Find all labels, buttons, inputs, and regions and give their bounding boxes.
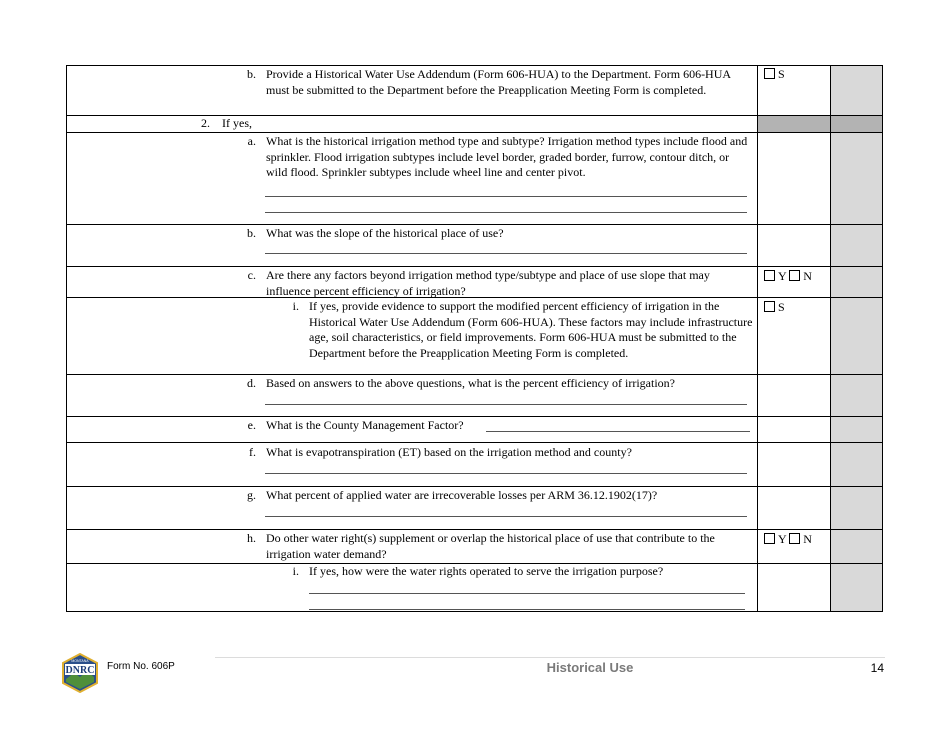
item-text: What is the historical irrigation method type and subtype? Irrigation method types include flood and sprinkler. Flood irrigation subtypes include level border, graded border, furrow, contour ditch, or wild flood. Sprinkler subtypes include wheel line and center pivot. bbox=[266, 134, 748, 179]
answer-line[interactable] bbox=[486, 431, 750, 432]
submitted-checkbox[interactable]: S bbox=[764, 67, 785, 82]
item-text: Based on answers to the above questions, what is the percent efficiency of irrigation? bbox=[266, 376, 675, 390]
answer-line[interactable] bbox=[265, 516, 747, 517]
submitted-checkbox[interactable]: S bbox=[764, 300, 785, 315]
answer-line[interactable] bbox=[265, 253, 747, 254]
answer-line[interactable] bbox=[265, 404, 747, 405]
page-number: 14 bbox=[870, 661, 884, 675]
item-label: g. bbox=[247, 488, 256, 502]
item-text: If yes, bbox=[222, 116, 252, 130]
answer-line[interactable] bbox=[309, 609, 745, 610]
svg-text:DNRC: DNRC bbox=[65, 665, 95, 676]
checkbox-icon[interactable] bbox=[764, 301, 775, 312]
item-label: a. bbox=[247, 134, 256, 148]
checkbox-icon[interactable] bbox=[789, 270, 800, 281]
footer-divider bbox=[215, 657, 885, 658]
svg-text:MONTANA: MONTANA bbox=[71, 659, 89, 663]
item-label: 2. bbox=[201, 116, 210, 130]
checkbox-icon[interactable] bbox=[789, 533, 800, 544]
checkbox-icon[interactable] bbox=[764, 68, 775, 79]
item-text: Do other water right(s) supplement or overlap the historical place of use that contribute to the irrigation water demand? bbox=[266, 531, 715, 561]
item-label: b. bbox=[247, 226, 256, 240]
answer-line[interactable] bbox=[309, 593, 745, 594]
yes-no-checkbox[interactable]: Y N bbox=[764, 532, 812, 547]
checkbox-icon[interactable] bbox=[764, 533, 775, 544]
item-text: Are there any factors beyond irrigation method type/subtype and place of use slope that may influence percent efficiency of irrigation? bbox=[266, 268, 710, 298]
item-label: i. bbox=[292, 299, 299, 313]
answer-line[interactable] bbox=[265, 196, 747, 197]
yes-no-checkbox[interactable]: Y N bbox=[764, 269, 812, 284]
answer-line[interactable] bbox=[265, 473, 747, 474]
dnrc-logo-icon bbox=[60, 653, 100, 693]
item-label: e. bbox=[247, 418, 256, 432]
item-label: h. bbox=[247, 531, 256, 545]
answer-line[interactable] bbox=[265, 212, 747, 213]
item-text: What is evapotranspiration (ET) based on the irrigation method and county? bbox=[266, 445, 632, 459]
item-label: f. bbox=[249, 445, 256, 459]
item-text: What was the slope of the historical place of use? bbox=[266, 226, 504, 240]
item-label: d. bbox=[247, 376, 256, 390]
form-number: Form No. 606P bbox=[107, 661, 175, 672]
item-text: What percent of applied water are irrecoverable losses per ARM 36.12.1902(17)? bbox=[266, 488, 658, 502]
item-text: If yes, how were the water rights operated to serve the irrigation purpose? bbox=[309, 564, 664, 578]
section-title: Historical Use bbox=[546, 660, 634, 675]
item-text: If yes, provide evidence to support the modified percent efficiency of irrigation in the Historical Water Use Addendum (Form 606-HUA). These factors may include infrastructure age, soil characteristics, or field improvements. Form 606-HUA must be submitted to the Department before the Preapplication Meeting Form is completed. bbox=[309, 299, 753, 360]
checkbox-icon[interactable] bbox=[764, 270, 775, 281]
item-text: Provide a Historical Water Use Addendum (Form 606-HUA) to the Department. Form 606-HUA must be submitted to the Department before the Preapplication Meeting Form is completed. bbox=[266, 67, 731, 97]
item-label: b. bbox=[247, 67, 256, 81]
item-label: i. bbox=[292, 564, 299, 578]
item-text: What is the County Management Factor? bbox=[266, 418, 464, 432]
item-label: c. bbox=[247, 268, 256, 282]
